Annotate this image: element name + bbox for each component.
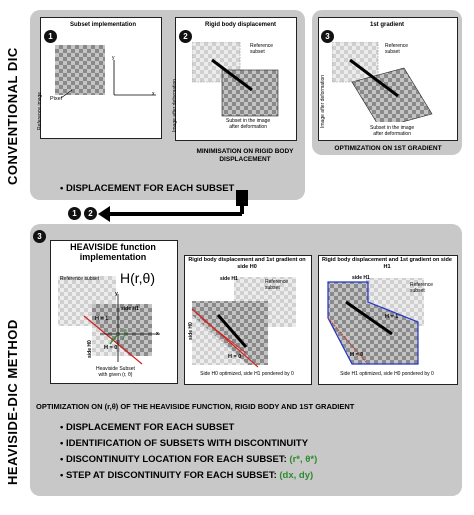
panel2-title: Rigid body displacement bbox=[205, 22, 277, 28]
conventional-dic-title: CONVENTIONAL DIC bbox=[5, 47, 20, 185]
panel1-title: Subset implementation bbox=[70, 22, 137, 28]
panel3-caption: OPTIMIZATION ON 1ST GRADIENT bbox=[334, 145, 442, 152]
heaviside-step-badge: 3 bbox=[33, 230, 46, 243]
h2-graphic bbox=[188, 275, 308, 370]
heaviside-bullet: • IDENTIFICATION OF SUBSETS WITH DISCONTINUITY bbox=[60, 438, 309, 449]
h1-ref-label: Reference subset bbox=[60, 276, 100, 282]
bullet-text: STEP AT DISCONTINUITY FOR EACH SUBSET: bbox=[65, 470, 280, 481]
h1-side-h1: side H1 bbox=[121, 306, 139, 312]
h2-ref-label: Reference subset bbox=[265, 279, 289, 291]
heaviside-bullet: • STEP AT DISCONTINUITY FOR EACH SUBSET: (dx, dy) bbox=[60, 470, 314, 481]
panel2-def-label: Subset in the image after deformation bbox=[226, 118, 271, 130]
heaviside-caption: OPTIMIZATION ON (r,θ) OF THE HEAVISIDE FUNCTION, RIGID BODY AND 1ST GRADIENT bbox=[36, 402, 355, 411]
h1-h0: H = 0 bbox=[104, 345, 118, 351]
step-2-badge: 2 bbox=[179, 30, 192, 43]
panel1-axis-x: x bbox=[152, 91, 155, 97]
conventional-bullet: • DISPLACEMENT FOR EACH SUBSET bbox=[60, 183, 235, 194]
step-value: (dx, dy) bbox=[279, 470, 314, 481]
panel1-axis-y: y bbox=[112, 55, 115, 61]
bullet-text: DISPLACEMENT FOR EACH SUBSET bbox=[65, 422, 235, 433]
h1-h1: H = 1 bbox=[95, 316, 109, 322]
panel3-side-label: Image after deformation bbox=[320, 74, 326, 128]
pixel-label: Pixel bbox=[50, 96, 62, 102]
h1-r: r bbox=[111, 337, 113, 343]
conventional-bullet-text: DISPLACEMENT FOR EACH SUBSET bbox=[65, 183, 235, 194]
h1-graphic bbox=[52, 272, 176, 367]
reference-image-label: Reference image bbox=[37, 91, 43, 130]
bullet-text: IDENTIFICATION OF SUBSETS WITH DISCONTINUITY bbox=[65, 438, 309, 449]
h3-title: Rigid body displacement and 1st gradient on side H1 bbox=[322, 257, 452, 270]
bullet-text: DISCONTINUITY LOCATION FOR EACH SUBSET: bbox=[65, 454, 290, 465]
step-1-badge: 1 bbox=[44, 30, 57, 43]
discontinuity-location-value: (r*, θ*) bbox=[289, 454, 318, 465]
panel3-title: 1st gradient bbox=[370, 22, 405, 28]
heaviside-bullet: • DISPLACEMENT FOR EACH SUBSET bbox=[60, 422, 235, 433]
panel2-side-label: Image after deformation bbox=[172, 78, 178, 132]
h2-side-h0: side H0 bbox=[188, 322, 194, 340]
heaviside-bullets bbox=[60, 420, 317, 484]
h1-caption: Heaviside Subset with given (r, θ) bbox=[96, 366, 135, 378]
heaviside-bullet: • DISCONTINUITY LOCATION FOR EACH SUBSET: (r*, θ*) bbox=[60, 454, 318, 465]
h2-h0: H = 0 bbox=[228, 354, 242, 360]
h2-side-h1: side H1 bbox=[220, 276, 238, 282]
heaviside-dic-title: HEAVISIDE-DIC METHOD bbox=[5, 319, 20, 485]
h3-side-h1: side H1 bbox=[352, 275, 370, 281]
step-3-badge: 3 bbox=[321, 30, 334, 43]
panel2-ref-label: Reference subset bbox=[250, 43, 274, 55]
h3-ref-label: Reference subset bbox=[410, 282, 434, 294]
h1-x: x bbox=[156, 331, 159, 337]
h3-caption: Side H1 optimized, side H0 pondered by 0 bbox=[340, 371, 434, 377]
h1-y: y bbox=[115, 291, 118, 297]
panel3-def-label: Subset in the image after deformation bbox=[370, 125, 415, 137]
panel1-axes bbox=[100, 55, 160, 100]
h2-title: Rigid body displacement and 1st gradient on side H0 bbox=[188, 257, 306, 270]
heaviside-func-label: H(r,θ) bbox=[120, 270, 155, 286]
h1-theta: θ bbox=[124, 329, 127, 335]
h3-h0: H = 0 bbox=[350, 352, 364, 358]
h1-title: HEAVISIDE function implementation bbox=[70, 242, 156, 262]
h1-side-h0: side H0 bbox=[87, 340, 93, 358]
h3-h1: H = 1 bbox=[385, 314, 399, 320]
arrow-badge-2: 2 bbox=[84, 207, 97, 220]
h2-caption: Side H0 optimized, side H1 pondered by 0 bbox=[200, 371, 294, 377]
panel2-graphic bbox=[192, 42, 292, 122]
arrow-badge-1: 1 bbox=[68, 207, 81, 220]
panel2-caption: MINIMISATION ON RIGID BODY DISPLACEMENT bbox=[196, 148, 294, 163]
panel3-ref-label: Reference subset bbox=[385, 43, 409, 55]
